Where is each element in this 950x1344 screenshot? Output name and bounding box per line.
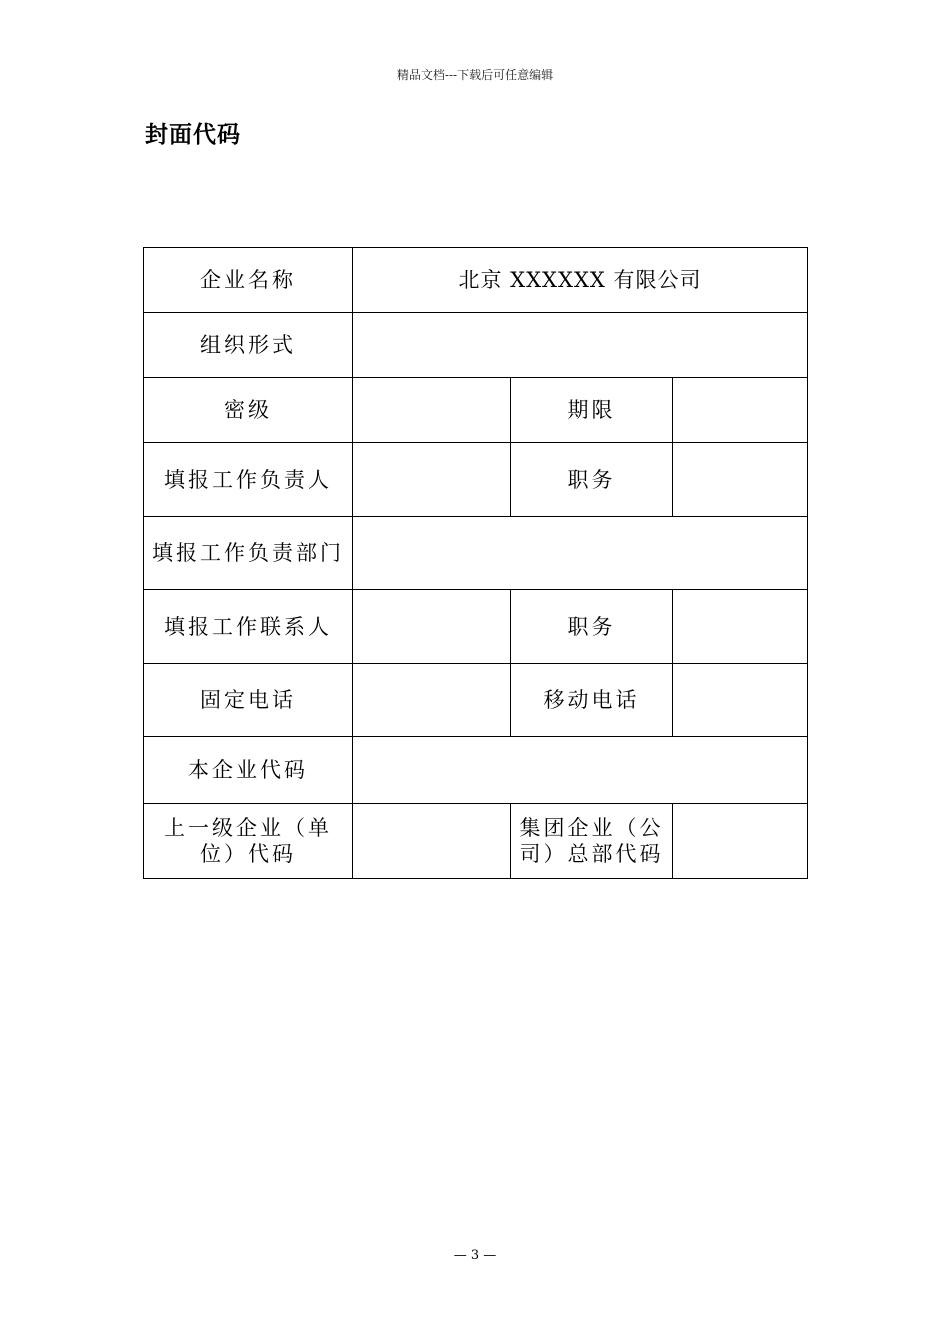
responsible-person-value[interactable] xyxy=(353,443,511,517)
contact-person-value[interactable] xyxy=(353,590,511,664)
parent-code-value[interactable] xyxy=(353,804,511,879)
company-code-label: 本企业代码 xyxy=(144,737,353,804)
contact-person-label: 填报工作联系人 xyxy=(144,590,353,664)
mobile-label: 移动电话 xyxy=(511,664,673,737)
responsible-person-label: 填报工作负责人 xyxy=(144,443,353,517)
row-company-code xyxy=(144,737,808,804)
group-hq-code-label: 集团企业（公司）总部代码 xyxy=(511,804,673,879)
position-label-1: 职务 xyxy=(511,443,673,517)
org-form-label: 组织形式 xyxy=(144,313,353,378)
row-phone xyxy=(144,664,808,737)
position-value-2[interactable] xyxy=(673,590,808,664)
cover-code-form xyxy=(143,247,808,879)
landline-label: 固定电话 xyxy=(144,664,353,737)
company-name-label: 企业名称 xyxy=(144,248,353,313)
row-contact-person xyxy=(144,590,808,664)
secrecy-value[interactable] xyxy=(353,378,511,443)
page-number: — 3 — xyxy=(453,1248,497,1263)
row-responsible-person xyxy=(144,443,808,517)
row-secrecy xyxy=(144,378,808,443)
page-title: 封面代码 xyxy=(145,122,241,148)
header-note: 精品文档---下载后可任意编辑 xyxy=(396,68,554,82)
responsible-dept-label: 填报工作负责部门 xyxy=(144,517,353,590)
company-name-value[interactable]: 北京 XXXXXX 有限公司 xyxy=(353,248,808,313)
secrecy-label: 密级 xyxy=(144,378,353,443)
row-parent-code xyxy=(144,804,808,879)
row-responsible-dept xyxy=(144,517,808,590)
period-label: 期限 xyxy=(511,378,673,443)
mobile-value[interactable] xyxy=(673,664,808,737)
responsible-dept-value[interactable] xyxy=(353,517,808,590)
row-org-form xyxy=(144,313,808,378)
landline-value[interactable] xyxy=(353,664,511,737)
position-label-2: 职务 xyxy=(511,590,673,664)
parent-code-label: 上一级企业（单位）代码 xyxy=(144,804,353,879)
org-form-value[interactable] xyxy=(353,313,808,378)
position-value-1[interactable] xyxy=(673,443,808,517)
row-company-name xyxy=(144,248,808,313)
period-value[interactable] xyxy=(673,378,808,443)
group-hq-code-value[interactable] xyxy=(673,804,808,879)
company-code-value[interactable] xyxy=(353,737,808,804)
